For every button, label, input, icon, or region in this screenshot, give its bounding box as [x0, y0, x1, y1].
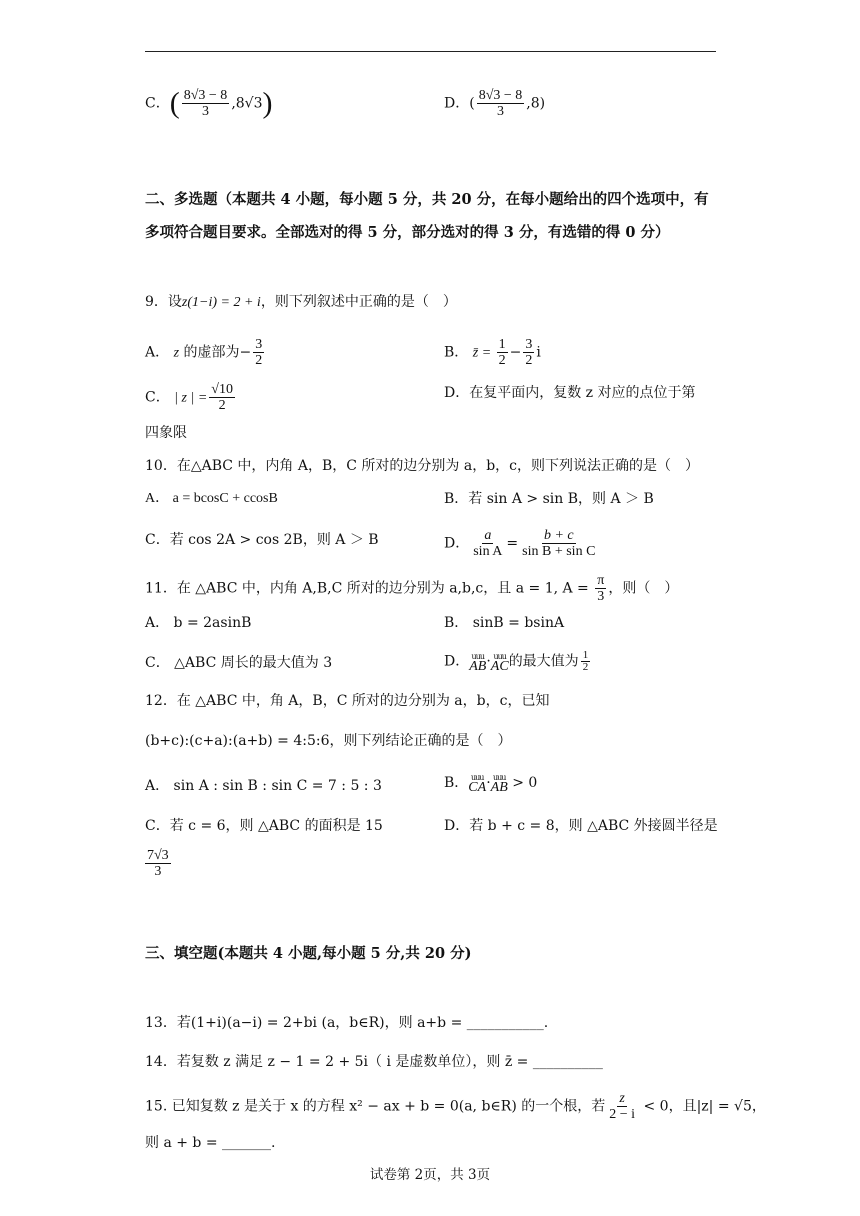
- q8-option-c-fraction: $\frac{8√3 - 8}{3}$: [183, 88, 228, 119]
- header-rule: [145, 51, 716, 52]
- q10-option-a: A． a = bcosC + ccosB: [145, 491, 278, 506]
- q11-option-a: A． b = 2asinB: [145, 615, 252, 631]
- q12-option-a: A． sin A : sin B : sin C = 7 : 5 : 3: [145, 778, 382, 794]
- q12-stem-line2: (b+c):(c+a):(a+b) = 4:5:6，则下列结论正确的是（ ）: [145, 733, 512, 749]
- q9-option-c: C． | z | = $\frac{√10}{2}$: [145, 382, 233, 413]
- q12-option-c: C．若 c = 6，则 △ABC 的面积是 15: [145, 818, 383, 834]
- q9-stem: 9．设z(1−i) = 2 + i，则下列叙述中正确的是（ ）: [145, 294, 457, 310]
- q10-option-d: D． $\frac{a}{\text{sin A}}$ = $\frac{b + c}{\text{sin B + sin C}}$: [444, 528, 596, 559]
- q11-stem: 11．在 △ABC 中，内角 A,B,C 所对的边分别为 a,b,c，且 a = 1, A = $\frac{\pi}{3}$ ，则（ ）: [145, 573, 679, 604]
- q8-option-d-fraction: $\frac{8√3 - 8}{3}$: [478, 88, 523, 119]
- q8-option-c: C．( $\frac{8√3 - 8}{3}$ ,8√3): [145, 86, 273, 120]
- q9-option-d: D．在复平面内，复数 z 对应的点位于第: [444, 385, 696, 401]
- q9-option-d-cont: 四象限: [145, 425, 187, 441]
- q11-option-c: C． △ABC 周长的最大值为 3: [145, 655, 333, 671]
- q15-line1: 15. 已知复数 z 是关于 x 的方程 x² − ax + b = 0(a, b∈R) 的一个根，若 $\frac{z}{2 - i}$ < 0，且|z| = √5，: [145, 1091, 766, 1122]
- q11-option-b: B． sinB = bsinA: [444, 615, 565, 631]
- q12-option-d-fraction: $\frac{7√3}{3}$: [147, 848, 169, 879]
- section-2-heading-line1: 二、多选题（本题共 4 小题，每小题 5 分，共 20 分，在每小题给出的四个选项中，有: [145, 191, 709, 208]
- q9-option-b: B． z̄ = $\frac{1}{2}$ − $\frac{3}{2}$ i: [444, 337, 541, 368]
- q10-option-b: B．若 sin A > sin B，则 A ＞ B: [444, 491, 654, 507]
- q8-option-d: D．( $\frac{8√3 - 8}{3}$ ,8): [444, 88, 546, 119]
- q10-stem: 10．在△ABC 中，内角 A，B，C 所对的边分别为 a，b，c，则下列说法正确的是（ ）: [145, 458, 700, 474]
- q13: 13．若(1+i)(a−i) = 2+bi (a，b∈R)，则 a+b = ___________.: [145, 1015, 549, 1031]
- section-2-heading-line2: 多项符合题目要求。全部选对的得 5 分，部分选对的得 3 分，有选错的得 0 分）: [145, 224, 670, 241]
- q12-option-d: D．若 b + c = 8，则 △ABC 外接圆半径是: [444, 818, 718, 834]
- section-3-heading: 三、填空题(本题共 4 小题,每小题 5 分,共 20 分): [145, 945, 472, 962]
- q15-line2: 则 a + b = _______.: [145, 1135, 276, 1151]
- q12-option-b: B． uuu CA · uuu AB > 0: [444, 773, 538, 795]
- q11-option-d: D． uuu AB · uuu AC 的最大值为 $\frac{1}{2}$: [444, 649, 589, 674]
- page-footer: 试卷第 2页，共 3页: [369, 1167, 491, 1183]
- q10-option-c: C．若 cos 2A > cos 2B，则 A ＞ B: [145, 532, 379, 548]
- q12-stem-line1: 12．在 △ABC 中，角 A，B，C 所对的边分别为 a，b，c，已知: [145, 693, 550, 709]
- q9-option-a: A． z 的虚部为− $\frac{3}{2}$: [145, 337, 263, 368]
- q14: 14．若复数 z 满足 z − 1 = 2 + 5i（ i 是虚数单位），则 z̄ = __________: [145, 1054, 603, 1070]
